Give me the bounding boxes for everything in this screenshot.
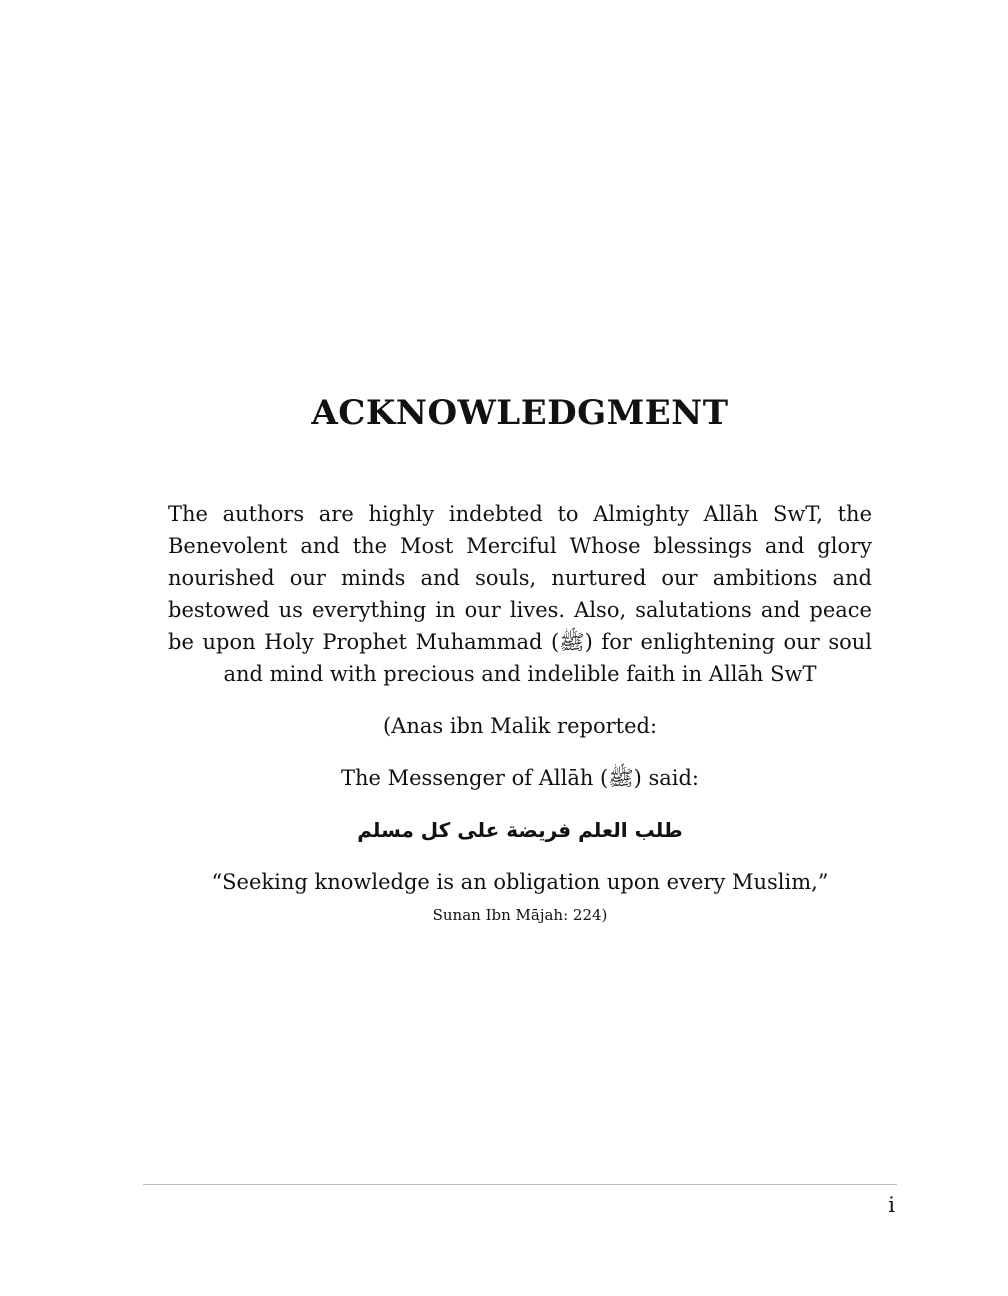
hadith-source: Sunan Ibn Mājah: 224) <box>432 906 608 924</box>
hadith-arabic-text: طلب العلم فريضة على كل مسلم <box>357 818 683 842</box>
acknowledgment-paragraph: The authors are highly indebted to Almighty Allāh SwT, the Benevolent and the Most Merciful Whose blessings and glory nourished our minds and souls, nurtured our ambitions and bestowed us everything in our lives. Also, salutations and peace be upon Holy Prophet Muhammad (ﷺ) for enlightening our soul and mind with precious and indelible faith in Allāh SwT <box>168 502 872 686</box>
hadith-translation: “Seeking knowledge is an obligation upon every Muslim,” <box>211 870 829 894</box>
footer-divider <box>143 1184 897 1185</box>
page-title: ACKNOWLEDGMENT <box>311 393 729 433</box>
hadith-reporter-line: (Anas ibn Malik reported: <box>382 714 658 738</box>
hadith-messenger-line: The Messenger of Allāh (ﷺ) said: <box>340 766 700 790</box>
page-number: i <box>888 1193 895 1217</box>
